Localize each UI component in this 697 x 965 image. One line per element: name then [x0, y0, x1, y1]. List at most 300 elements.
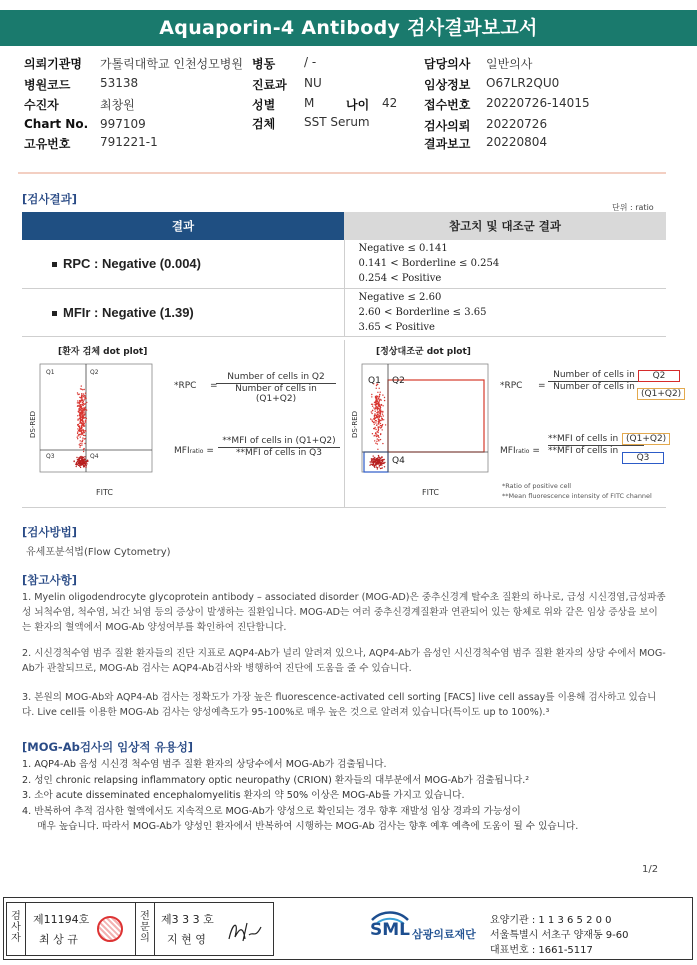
scatter-dot	[77, 428, 78, 429]
scatter-dot	[380, 425, 381, 426]
scatter-dot	[377, 449, 378, 450]
x-axis-label: FITC	[96, 488, 113, 497]
reference-column-header: 참고치 및 대조군 결과	[344, 212, 666, 240]
scatter-dot	[83, 417, 84, 418]
scatter-dot	[372, 404, 373, 405]
scatter-dot	[373, 422, 374, 423]
doctor-value: 일반의사	[486, 57, 533, 71]
scatter-dot	[382, 461, 383, 462]
hospital-code-value: 53138	[100, 76, 139, 90]
chart-value: 997109	[100, 117, 146, 131]
scatter-dot	[379, 410, 380, 411]
q1q2-box: (Q1+Q2)	[622, 433, 670, 445]
scatter-dot	[378, 437, 379, 438]
scatter-dot	[381, 405, 382, 406]
q1q2-box: (Q1+Q2)	[637, 388, 685, 400]
scatter-dot	[377, 467, 378, 468]
scatter-dot	[375, 443, 376, 444]
rpc-ref-borderline: 0.141 < Borderline ≤ 0.254	[358, 258, 500, 270]
list-item: 3. 소아 acute disseminated encephalomyelitis 환자의 약 50% 이상은 MOG-Ab를 가지고 있습니다.	[22, 790, 465, 801]
logo-name: 삼광의료재단	[412, 928, 476, 941]
patient-plot-title: [환자 검체 dot plot]	[58, 347, 148, 357]
scatter-dot	[373, 460, 374, 461]
scatter-dot	[373, 407, 374, 408]
rpc-formula-label: *RPC	[500, 381, 523, 391]
scatter-dot	[377, 438, 378, 439]
list-item: 매우 높습니다. 따라서 MOG-Ab가 양성인 환자에서 반복하여 시행하는 MOG-Ab 검사는 향후 예후 예측에 도움이 될 수 있습니다.	[22, 821, 579, 832]
scatter-dot	[376, 401, 377, 402]
rpc-formula-label: *RPC	[174, 381, 197, 391]
examiner-vertical-label: 검 사 자	[11, 911, 21, 944]
scatter-dot	[384, 466, 385, 467]
mfi-subscript: ratio	[515, 448, 530, 455]
scatter-dot	[376, 399, 377, 400]
scatter-dot	[373, 455, 374, 456]
scatter-dot	[85, 420, 86, 421]
scatter-dot	[375, 405, 376, 406]
scatter-dot	[85, 438, 86, 439]
scatter-dot	[374, 413, 375, 414]
scatter-dot	[372, 406, 373, 407]
mfi-numerator: **MFI of cells in (Q1+Q2)	[218, 436, 340, 448]
usefulness-list	[22, 757, 672, 835]
institution-label: 의뢰기관명	[24, 57, 82, 71]
dept-value: NU	[304, 76, 322, 90]
plot-background	[26, 358, 172, 500]
scatter-dot	[372, 465, 373, 466]
scatter-dot	[80, 462, 81, 463]
divider	[25, 903, 26, 955]
scatter-dot	[81, 393, 82, 394]
scatter-dot	[81, 416, 82, 417]
scatter-dot	[77, 438, 78, 439]
scatter-dot	[79, 460, 80, 461]
scatter-dot	[79, 401, 80, 402]
scatter-dot	[83, 435, 84, 436]
mfi-label: MFI	[500, 446, 516, 456]
reception-value: 20220726-14015	[486, 96, 590, 110]
scatter-dot	[379, 400, 380, 401]
scatter-dot	[82, 415, 83, 416]
scatter-dot	[373, 458, 374, 459]
scatter-dot	[81, 389, 82, 390]
scatter-dot	[80, 436, 81, 437]
scatter-dot	[377, 399, 378, 400]
scatter-dot	[86, 409, 87, 410]
q2-label: Q2	[392, 376, 405, 386]
scatter-dot	[380, 412, 381, 413]
scatter-dot	[81, 399, 82, 400]
scatter-dot	[381, 399, 382, 400]
scatter-dot	[81, 457, 82, 458]
scatter-dot	[83, 411, 84, 412]
scatter-dot	[370, 418, 371, 419]
scatter-dot	[382, 394, 383, 395]
method-heading: [검사방법]	[22, 525, 77, 539]
scatter-dot	[377, 426, 378, 427]
scatter-dot	[77, 406, 78, 407]
ward-label: 병동	[252, 57, 276, 71]
scatter-dot	[77, 435, 78, 436]
institution-value: 가톨릭대학교 인천성모병원	[100, 57, 243, 71]
doctor-label: 담당의사	[424, 57, 471, 71]
scatter-dot	[382, 467, 383, 468]
mfi-ref-negative: Negative ≤ 2.60	[358, 291, 442, 303]
id-value: 791221-1	[100, 135, 158, 149]
logo-sml: SML	[370, 920, 410, 940]
rpc-control-numerator: Number of cells in	[548, 370, 640, 382]
scatter-dot	[375, 429, 376, 430]
footnote-mfi: **Mean fluorescence intensity of FITC channel	[502, 492, 652, 500]
scatter-dot	[377, 443, 378, 444]
scatter-dot	[377, 417, 378, 418]
scatter-dot	[77, 419, 78, 420]
control-dot-plot	[348, 358, 494, 500]
usefulness-heading: [MOG-Ab검사의 임상적 유용성]	[22, 740, 194, 754]
scatter-dot	[382, 411, 383, 412]
scatter-dot	[373, 428, 374, 429]
list-item: 2. 성인 chronic relapsing inflammatory optic neuropathy (CRION) 환자들의 대부분에서 MOG-Ab가 검출됩니다.²	[22, 774, 530, 786]
scatter-dot	[81, 407, 82, 408]
scatter-dot	[382, 429, 383, 430]
examiner-number: 제11194호	[33, 913, 90, 926]
scatter-dot	[82, 404, 83, 405]
scatter-dot	[371, 394, 372, 395]
scatter-dot	[378, 456, 379, 457]
results-table	[22, 212, 666, 337]
scatter-dot	[80, 412, 81, 413]
scatter-dot	[374, 416, 375, 417]
scatter-dot	[371, 458, 372, 459]
y-axis-label: DS-RED	[29, 410, 37, 438]
scatter-dot	[84, 435, 85, 436]
scatter-dot	[82, 434, 83, 435]
scatter-dot	[379, 426, 380, 427]
scatter-dot	[377, 414, 378, 415]
mfi-label: MFI	[174, 446, 190, 456]
result-column-header: 결과	[22, 212, 344, 240]
scatter-dot	[375, 407, 376, 408]
scatter-dot	[78, 463, 79, 464]
table-row	[22, 240, 666, 288]
scatter-dot	[372, 421, 373, 422]
scatter-dot	[85, 393, 86, 394]
mfi-fraction	[218, 436, 340, 458]
scatter-dot	[381, 457, 382, 458]
scatter-dot	[378, 439, 379, 440]
scatter-dot	[382, 414, 383, 415]
scatter-dot	[376, 435, 377, 436]
scatter-dot	[85, 398, 86, 399]
scatter-dot	[377, 432, 378, 433]
report-title: Aquaporin-4 Antibody 검사결과보고서	[0, 10, 697, 46]
scatter-dot	[83, 431, 84, 432]
scatter-dot	[81, 430, 82, 431]
scatter-dot	[375, 420, 376, 421]
scatter-dot	[80, 443, 81, 444]
unit-label: 단위 : ratio	[612, 203, 654, 212]
scatter-dot	[81, 385, 82, 386]
scatter-dot	[79, 403, 80, 404]
scatter-dot	[380, 392, 381, 393]
scatter-dot	[378, 405, 379, 406]
scatter-dot	[380, 460, 381, 461]
scatter-dot	[379, 465, 380, 466]
mfi-formula-label: MFIratio =	[174, 446, 214, 456]
scatter-dot	[84, 456, 85, 457]
scatter-dot	[82, 425, 83, 426]
scatter-dot	[81, 465, 82, 466]
q3-label: Q3	[46, 453, 55, 460]
scatter-dot	[83, 451, 84, 452]
scatter-dot	[379, 416, 380, 417]
scatter-dot	[81, 406, 82, 407]
scatter-dot	[82, 413, 83, 414]
scatter-dot	[81, 397, 82, 398]
scatter-dot	[76, 457, 77, 458]
mfi-denominator: **MFI of cells in Q3	[236, 448, 322, 458]
scatter-dot	[375, 411, 376, 412]
scatter-dot	[383, 419, 384, 420]
scatter-dot	[384, 397, 385, 398]
scatter-dot	[78, 411, 79, 412]
mfi-ref-positive: 3.65 < Positive	[358, 321, 435, 333]
scatter-dot	[81, 427, 82, 428]
results-heading: [검사결과]	[22, 192, 77, 206]
note-paragraph-2: 2. 시신경척수염 범주 질환 환자들의 진단 지표로 AQP4-Ab가 널리 알려져 있으나, AQP4-Ab가 음성인 시신경척수염 범주 질환 환자의 상당 수에서 MOG-Ab가 관찰되므로, MOG-Ab 검사는 AQP4-Ab검사와 병행하여 진단에 도움을 줄 수 있습니다.	[22, 648, 666, 674]
scatter-dot	[378, 398, 379, 399]
scatter-dot	[374, 466, 375, 467]
scatter-dot	[84, 411, 85, 412]
scatter-dot	[380, 468, 381, 469]
scatter-dot	[83, 460, 84, 461]
scatter-dot	[83, 407, 84, 408]
rpc-numerator: Number of cells in Q2	[216, 372, 336, 384]
scatter-dot	[372, 460, 373, 461]
clinical-value: O67LR2QU0	[486, 76, 560, 90]
scatter-dot	[378, 435, 379, 436]
patient-name: 최창원	[100, 98, 135, 112]
q4-label: Q4	[392, 456, 405, 466]
scatter-dot	[375, 461, 376, 462]
scatter-dot	[382, 443, 383, 444]
scatter-dot	[375, 402, 376, 403]
patient-dot-plot	[26, 358, 172, 500]
scatter-dot	[87, 460, 88, 461]
rpc-denominator: Number of cells in (Q1+Q2)	[235, 384, 317, 404]
dot-plot-panel	[22, 340, 682, 508]
specimen-value: SST Serum	[304, 115, 370, 129]
sex-value: M	[304, 96, 315, 110]
scatter-dot	[80, 434, 81, 435]
request-value: 20220726	[486, 117, 548, 131]
dept-label: 진료과	[252, 78, 287, 92]
scatter-dot	[376, 408, 377, 409]
mfi-subscript: ratio	[189, 448, 204, 455]
scatter-dot	[381, 425, 382, 426]
id-label: 고유번호	[24, 137, 71, 151]
scatter-dot	[77, 433, 78, 434]
scatter-dot	[82, 429, 83, 430]
specialist-name: 지 현 영	[167, 933, 206, 946]
sex-label: 성별	[252, 98, 276, 112]
scatter-dot	[83, 409, 84, 410]
scatter-dot	[83, 401, 84, 402]
hospital-code-label: 병원코드	[24, 78, 71, 92]
scatter-dot	[81, 460, 82, 461]
scatter-dot	[369, 465, 370, 466]
scatter-dot	[378, 430, 379, 431]
scatter-dot	[84, 407, 85, 408]
scatter-dot	[377, 458, 378, 459]
scatter-dot	[381, 463, 382, 464]
scatter-dot	[370, 461, 371, 462]
scatter-dot	[82, 421, 83, 422]
scatter-dot	[82, 419, 83, 420]
scatter-dot	[84, 413, 85, 414]
scatter-dot	[377, 468, 378, 469]
scatter-dot	[375, 396, 376, 397]
equals-sign: =	[210, 381, 218, 391]
scatter-dot	[374, 427, 375, 428]
scatter-dot	[382, 405, 383, 406]
scatter-dot	[79, 394, 80, 395]
scatter-dot	[85, 431, 86, 432]
scatter-dot	[384, 459, 385, 460]
scatter-dot	[379, 415, 380, 416]
scatter-dot	[380, 465, 381, 466]
scatter-dot	[80, 445, 81, 446]
scatter-dot	[85, 467, 86, 468]
scatter-dot	[82, 389, 83, 390]
divider	[154, 903, 155, 955]
scatter-dot	[377, 412, 378, 413]
ward-value: / -	[304, 55, 317, 69]
rpc-fraction	[216, 372, 336, 404]
q3-box: Q3	[622, 452, 664, 464]
scatter-dot	[380, 423, 381, 424]
scatter-dot	[380, 406, 381, 407]
equals-sign: =	[538, 381, 546, 391]
mfi-ref-borderline: 2.60 < Borderline ≤ 3.65	[358, 306, 487, 318]
scatter-dot	[378, 421, 379, 422]
scatter-dot	[81, 444, 82, 445]
scatter-dot	[83, 448, 84, 449]
scatter-dot	[80, 457, 81, 458]
scatter-dot	[377, 392, 378, 393]
scatter-dot	[85, 463, 86, 464]
report-date-value: 20220804	[486, 135, 548, 149]
section-divider	[18, 172, 666, 174]
scatter-dot	[371, 396, 372, 397]
scatter-dot	[379, 394, 380, 395]
mfi-result: MFIr : Negative (1.39)	[63, 304, 194, 320]
scatter-dot	[376, 441, 377, 442]
y-axis-label: DS-RED	[351, 410, 359, 438]
report-footer	[3, 897, 693, 960]
scatter-dot	[79, 409, 80, 410]
scatter-dot	[375, 422, 376, 423]
q1-label: Q1	[46, 369, 55, 376]
scatter-dot	[377, 407, 378, 408]
scatter-dot	[383, 415, 384, 416]
scatter-dot	[375, 464, 376, 465]
scatter-dot	[83, 393, 84, 394]
q2-label: Q2	[90, 369, 99, 376]
scatter-dot	[385, 424, 386, 425]
scatter-dot	[379, 388, 380, 389]
scatter-dot	[84, 443, 85, 444]
scatter-dot	[80, 410, 81, 411]
scatter-dot	[84, 466, 85, 467]
scatter-dot	[85, 422, 86, 423]
footnote-ratio: *Ratio of positive cell	[502, 482, 572, 490]
rpc-result-cell	[22, 240, 344, 288]
scatter-dot	[378, 404, 379, 405]
scatter-dot	[82, 420, 83, 421]
scatter-dot	[374, 457, 375, 458]
scatter-dot	[376, 396, 377, 397]
scatter-dot	[380, 427, 381, 428]
signature-icon	[225, 917, 265, 945]
scatter-dot	[380, 433, 381, 434]
scatter-dot	[80, 428, 81, 429]
scatter-dot	[73, 461, 74, 462]
scatter-dot	[77, 400, 78, 401]
scatter-dot	[373, 463, 374, 464]
rpc-reference-cell	[344, 240, 666, 288]
rpc-control-denominator: Number of cells in	[553, 382, 635, 392]
scatter-dot	[81, 443, 82, 444]
table-row	[22, 288, 666, 336]
scatter-dot	[79, 408, 80, 409]
scatter-dot	[83, 457, 84, 458]
scatter-dot	[84, 458, 85, 459]
scatter-dot	[80, 421, 81, 422]
scatter-dot	[374, 424, 375, 425]
scatter-dot	[374, 440, 375, 441]
mfi-control-denominator: **MFI of cells in	[548, 446, 619, 456]
signature-box	[6, 902, 274, 956]
specialist-vertical-label: 전 문 의	[140, 911, 150, 944]
examiner-name: 최 상 규	[39, 933, 78, 946]
scatter-dot	[80, 418, 81, 419]
scatter-dot	[375, 417, 376, 418]
scatter-dot	[77, 437, 78, 438]
rpc-result: RPC : Negative (0.004)	[63, 256, 201, 272]
control-plot-title: [정상대조군 dot plot]	[376, 347, 471, 357]
scatter-dot	[375, 408, 376, 409]
rpc-ref-positive: 0.254 < Positive	[358, 273, 442, 285]
scatter-dot	[84, 399, 85, 400]
request-label: 검사의뢰	[424, 119, 471, 133]
patient-label: 수진자	[24, 98, 59, 112]
chart-label: Chart No.	[24, 117, 89, 131]
report-date-label: 결과보고	[424, 137, 471, 151]
scatter-dot	[374, 402, 375, 403]
reception-label: 접수번호	[424, 98, 471, 112]
age-value: 42	[382, 96, 398, 110]
scatter-dot	[77, 431, 78, 432]
scatter-dot	[86, 402, 87, 403]
scatter-dot	[372, 433, 373, 434]
scatter-dot	[379, 461, 380, 462]
phone: 대표번호 : 1661-5117	[490, 945, 593, 956]
scatter-dot	[376, 388, 377, 389]
scatter-dot	[76, 466, 77, 467]
page-number: 1/2	[642, 864, 659, 875]
scatter-dot	[82, 441, 83, 442]
